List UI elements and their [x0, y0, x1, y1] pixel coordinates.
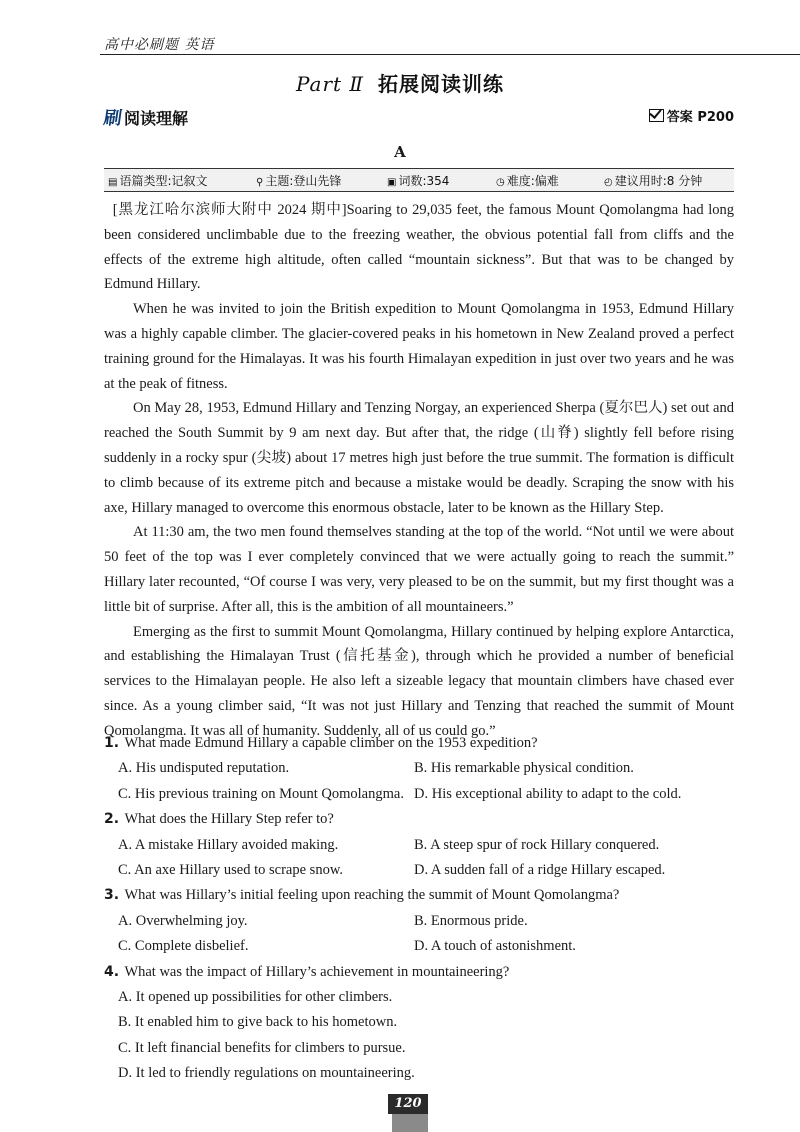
option-row [104, 782, 734, 807]
question-stem: 1. What made Edmund Hillary a capable climber on the 1953 expedition? [104, 735, 538, 751]
question-number: 2. [104, 811, 120, 828]
checkbox-icon [649, 109, 664, 122]
question-stem: 4. What was the impact of Hillary’s achievement in mountaineering? [104, 963, 510, 980]
option-b: B. A steep spur of rock Hillary conquered. [414, 836, 660, 853]
brand-mark-icon: 刷 [102, 108, 124, 129]
option-b: B. Enormous pride. [414, 912, 528, 929]
option-c: C. It left financial benefits for climbers to pursue. [118, 1039, 406, 1056]
option-row [104, 1036, 734, 1061]
answer-reference [649, 106, 734, 125]
clock-icon: ◴ [604, 177, 613, 188]
word-count-icon: ▣ [387, 177, 397, 188]
difficulty-icon: ◷ [496, 177, 505, 188]
info-topic: ⚲ 主题:登山先锋 [256, 174, 342, 188]
option-a: A. His undisputed reputation. [118, 760, 290, 777]
book-header-title: 高中必刷题 英语 [104, 37, 215, 53]
passage-paragraph: [黑龙江哈尔滨师大附中 2024 期中]Soaring to 29,035 feet, the famous Mount Qomolangma had long been considered unclimbable due to the freezing weather, the obvious potential fall from cliffs and the effects of the extreme high altitude, often called “mountain sickness”. But that was to be changed by Edmund Hillary. [104, 202, 734, 293]
info-genre: ▤ 语篇类型:记叙文 [108, 174, 208, 188]
option-row [104, 833, 734, 858]
option-c: C. Complete disbelief. [118, 938, 249, 955]
option-a: A. Overwhelming joy. [118, 912, 248, 929]
passage-paragraph: On May 28, 1953, Edmund Hillary and Tenzing Norgay, an experienced Sherpa (夏尔巴人) set out and reached the South Summit by 9 am next day. But after that, the ridge (山脊) slightly fell before rising suddenly in a rocky spur (尖坡) about 17 metres high just before the true summit. The formation is difficult to climb because of its extreme pitch and because a mistake would be deadly. Scraping the snow with his axe, Hillary managed to overcome this enormous obstacle, later to be known as the Hillary Step. [104, 400, 734, 516]
section-row [104, 104, 734, 130]
answer-reference-text: 答案 P200 [666, 110, 734, 125]
option-b: B. It enabled him to give back to his hometown. [118, 1014, 398, 1031]
question-stem: 3. What was Hillary’s initial feeling upon reaching the summit of Mount Qomolangma? [104, 887, 620, 904]
passage-paragraph: Emerging as the first to summit Mount Qomolangma, Hillary continued by helping explore Antarctica, and establishing the Himalayan Trust (信托基金), through which he provided a number of beneficial services to the Himalayan people. He also left a sizeable legacy that mountain climbers have chased ever since. As a young climber said, “It was not just Hillary and Tenzing that reached the summit of Mount Qomolangma. It was all of humanity. Suddenly, all of us could go.” [104, 623, 734, 739]
question-stem: 2. What does the Hillary Step refer to? [104, 811, 334, 828]
reading-passage [104, 198, 734, 744]
section-heading [104, 104, 188, 130]
option-row [104, 858, 734, 883]
option-d: D. A sudden fall of a ridge Hillary escaped. [414, 861, 666, 878]
option-d: D. His exceptional ability to adapt to the cold. [414, 785, 682, 802]
question-list [104, 731, 734, 1086]
page-number: 120 [388, 1094, 428, 1114]
option-b: B. His remarkable physical condition. [414, 760, 634, 777]
info-word-count: ▣ 词数:354 [387, 174, 450, 188]
option-row [104, 909, 734, 934]
option-c: C. His previous training on Mount Qomolangma. [118, 785, 404, 802]
part-heading: 拓展阅读训练 [378, 72, 505, 96]
passage-paragraph: At 11:30 am, the two men found themselves standing at the top of the world. “Not until we were about 50 feet of the top was I ever completely convinced that we were actually going to reach the summit.” Hillary later recounted, “Of course I was very, very pleased to be on the summit, but my first thought was a little bit of surprise. After all, this is the ambition of all mountaineers.” [104, 524, 734, 615]
question-number: 3. [104, 887, 120, 904]
question-number: 4. [104, 963, 120, 980]
option-d: D. A touch of astonishment. [414, 938, 576, 955]
option-c: C. An axe Hillary used to scrape snow. [118, 861, 343, 878]
option-d: D. It led to friendly regulations on mountaineering. [118, 1065, 415, 1082]
option-row [104, 985, 734, 1010]
option-row [104, 934, 734, 959]
passage-letter: A [394, 143, 406, 161]
option-a: A. A mistake Hillary avoided making. [118, 836, 339, 853]
section-label: 阅读理解 [124, 109, 189, 128]
part-label: Part Ⅱ [295, 72, 365, 96]
info-suggested-time: ◴ 建议用时:8 分钟 [604, 174, 703, 188]
passage-paragraph: When he was invited to join the British expedition to Mount Qomolangma in 1953, Edmund Hillary was a highly capable climber. The glacier-covered peaks in his hometown in New Zealand proved a perfect training ground for the Himalayas. It was his fourth Himalayan expedition in just over two years and he was at the peak of fitness. [104, 301, 734, 392]
option-row [104, 1061, 734, 1086]
info-difficulty: ◷ 难度:偏难 [496, 174, 559, 188]
option-a: A. It opened up possibilities for other climbers. [118, 988, 393, 1005]
question-number: 1. [104, 735, 120, 751]
search-icon: ⚲ [256, 177, 264, 188]
part-title [0, 68, 800, 97]
passage-info-bar [104, 168, 734, 192]
page-number-shadow [392, 1114, 428, 1132]
header-rule [100, 54, 800, 55]
option-row [104, 1010, 734, 1035]
option-row [104, 756, 734, 781]
doc-icon: ▤ [108, 177, 118, 188]
